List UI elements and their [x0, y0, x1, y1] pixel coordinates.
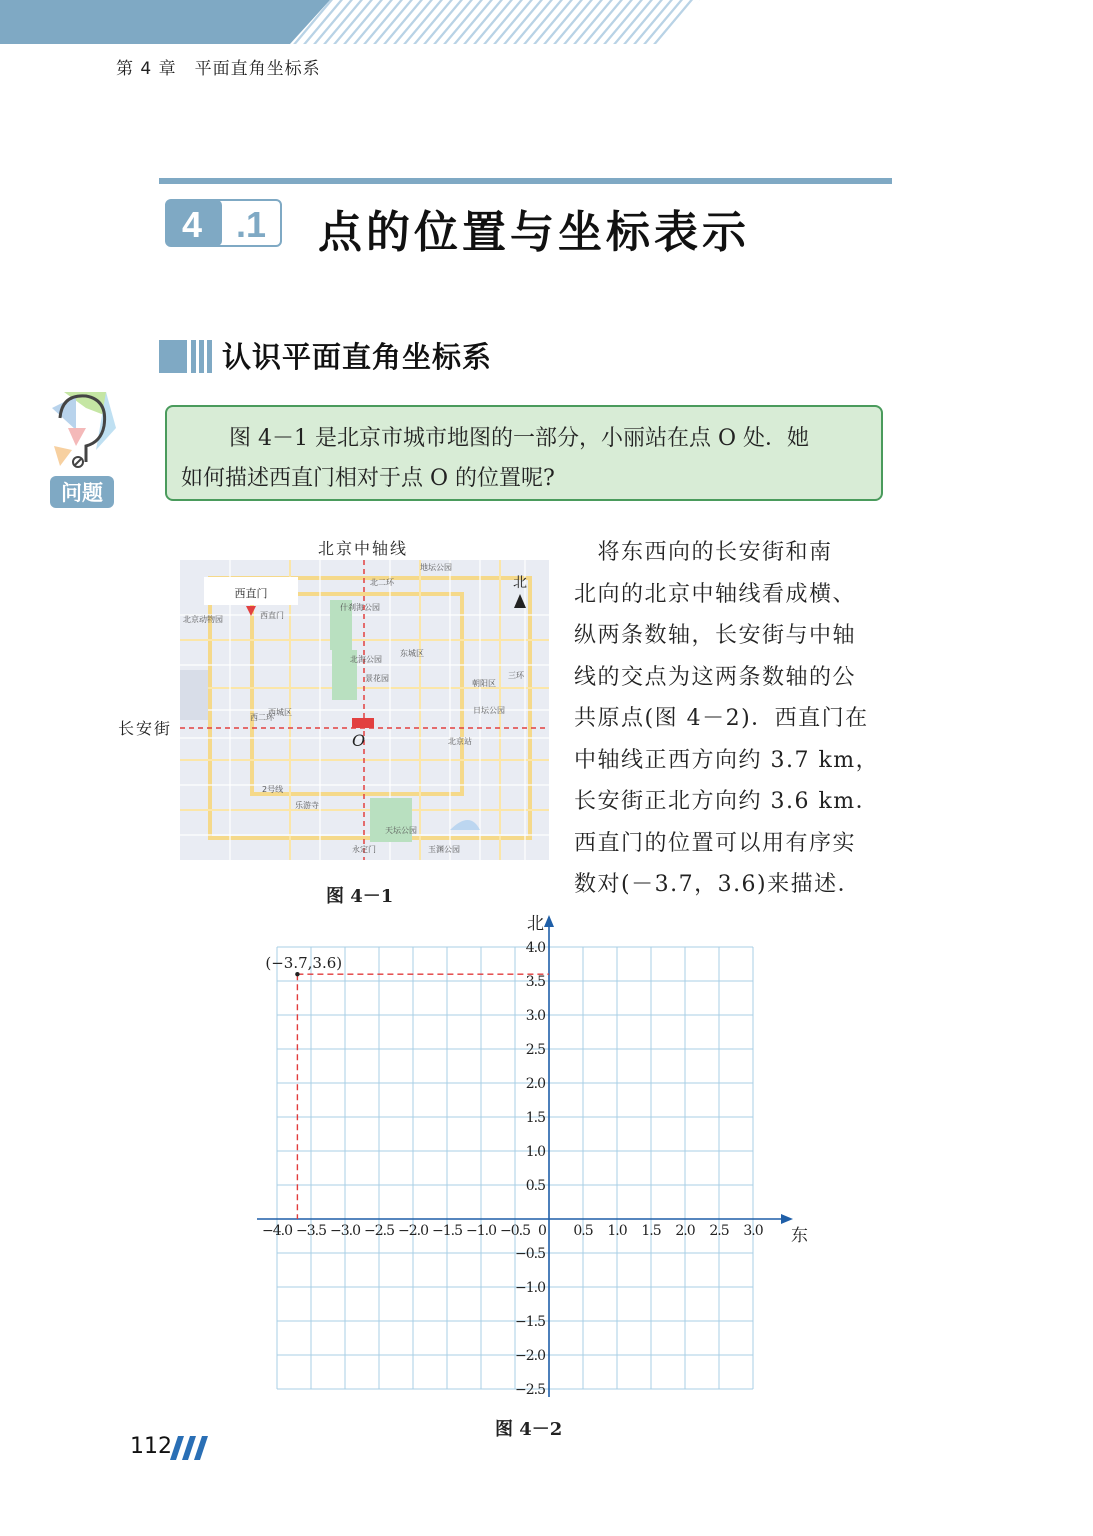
- x-tick-label: −4.0: [262, 1223, 292, 1239]
- top-decorative-band: [0, 0, 1093, 44]
- map-place: 2号线: [262, 785, 284, 794]
- map-place: 北海公园: [350, 655, 382, 664]
- y-tick-label: 3.5: [525, 974, 545, 990]
- map-axis-label: 北京中轴线: [318, 539, 409, 558]
- x-tick-label: 0.5: [573, 1223, 593, 1239]
- section-title: 点的位置与坐标表示: [318, 207, 750, 258]
- map-street-label: 长安街: [118, 719, 173, 738]
- map-place: 天坛公园: [385, 826, 417, 835]
- y-tick-label: −2.0: [515, 1348, 545, 1364]
- x-tick-label: 3.0: [743, 1223, 763, 1239]
- map-place: 三环: [508, 671, 524, 680]
- y-tick-label: 3.0: [525, 1008, 545, 1024]
- map-place: 北二环: [370, 578, 394, 587]
- map-place: 景花园: [365, 674, 389, 683]
- map-place: 东城区: [400, 649, 424, 658]
- map-origin-label: O: [352, 731, 366, 750]
- section-number-badge: [165, 199, 282, 247]
- data-point-label: (−3.7,3.6): [265, 954, 343, 973]
- map-place: 永定门: [352, 845, 376, 854]
- y-tick-label: −2.5: [515, 1382, 545, 1398]
- para-line: 线的交点为这两条数轴的公: [574, 664, 857, 690]
- para-line: 长安街正北方向约 3.6 km．: [574, 789, 880, 814]
- question-tag: 问题: [61, 481, 103, 505]
- x-tick-label: 0: [538, 1223, 546, 1239]
- figure-2-caption: 图 4－2: [495, 1419, 563, 1440]
- section-number-main: 4: [181, 204, 203, 245]
- x-tick-label: −1.0: [466, 1223, 496, 1239]
- chapter-running-head: 第 4 章 平面直角坐标系: [116, 59, 321, 79]
- x-tick-label: 2.5: [709, 1223, 729, 1239]
- map-north-label: 北: [513, 575, 527, 591]
- para-line: 中轴线正西方向约 3.7 km，: [574, 747, 880, 773]
- x-tick-label: −2.5: [364, 1223, 394, 1239]
- question-tangram-icon: [46, 388, 118, 510]
- x-tick-label: −2.0: [398, 1223, 428, 1239]
- map-place: 西二环: [250, 713, 274, 722]
- x-tick-label: −1.5: [432, 1223, 462, 1239]
- section-number-sub: .1: [235, 204, 267, 245]
- para-line: 共原点(图 4－2)．西直门在: [574, 706, 869, 731]
- map-place: 乐游寺: [295, 801, 319, 810]
- y-tick-label: −0.5: [515, 1246, 545, 1262]
- x-tick-label: −3.0: [330, 1223, 360, 1239]
- question-line-1: 图 4－1 是北京市城市地图的一部分，小丽站在点 O 处．她: [229, 426, 810, 451]
- map-place: 西直门: [260, 611, 284, 620]
- para-line: 纵两条数轴，长安街与中轴: [574, 623, 857, 648]
- figure-1-caption: 图 4－1: [326, 886, 394, 907]
- y-axis-arrow: [544, 915, 554, 927]
- body-paragraph: [574, 532, 894, 906]
- map-place: 地坛公园: [420, 563, 452, 572]
- map-place: 什刹海公园: [340, 603, 380, 612]
- bar-stripes-icon: [159, 340, 215, 373]
- question-box: [165, 405, 883, 501]
- map-place: 北京动物园: [183, 615, 223, 624]
- para-line: 北向的北京中轴线看成横、: [574, 581, 857, 607]
- map-place: 西城区: [268, 708, 292, 717]
- y-tick-label: 1.0: [525, 1144, 545, 1160]
- map-place: 朝阳区: [472, 679, 496, 688]
- x-tick-label: −3.5: [296, 1223, 326, 1239]
- map-callout: 西直门: [234, 587, 268, 600]
- x-axis-label: 东: [791, 1226, 808, 1246]
- y-tick-label: −1.0: [515, 1280, 545, 1296]
- section-rule: [159, 178, 892, 184]
- x-tick-label: 2.0: [675, 1223, 695, 1239]
- x-tick-label: −0.5: [500, 1223, 530, 1239]
- x-tick-label: 1.0: [607, 1223, 627, 1239]
- map-place: 玉渊公园: [428, 845, 460, 854]
- map-place: 日坛公园: [473, 706, 505, 715]
- y-tick-label: 0.5: [525, 1178, 545, 1194]
- x-tick-label: 1.5: [641, 1223, 661, 1239]
- question-line-2: 如何描述西直门相对于点 O 的位置呢?: [181, 466, 555, 491]
- beijing-map: [180, 560, 549, 860]
- map-place: 北京站: [448, 737, 472, 746]
- page-number: 112: [130, 1434, 172, 1459]
- para-line: 将东西向的长安街和南: [574, 540, 833, 565]
- y-tick-label: 2.5: [525, 1042, 545, 1058]
- y-tick-label: 4.0: [525, 940, 545, 956]
- y-tick-label: 2.0: [525, 1076, 545, 1092]
- y-tick-label: −1.5: [515, 1314, 545, 1330]
- coordinate-grid-figure: [240, 905, 810, 1405]
- page-slash-decoration: [170, 1434, 210, 1462]
- y-tick-label: 1.5: [525, 1110, 545, 1126]
- subsection-title: 认识平面直角坐标系: [222, 340, 493, 374]
- y-axis-label: 北: [527, 914, 544, 934]
- data-point: [295, 972, 299, 976]
- para-line: 数对(－3.7，3.6)来描述．: [574, 872, 862, 897]
- x-axis-arrow: [781, 1214, 793, 1224]
- para-line: 西直门的位置可以用有序实: [574, 830, 857, 856]
